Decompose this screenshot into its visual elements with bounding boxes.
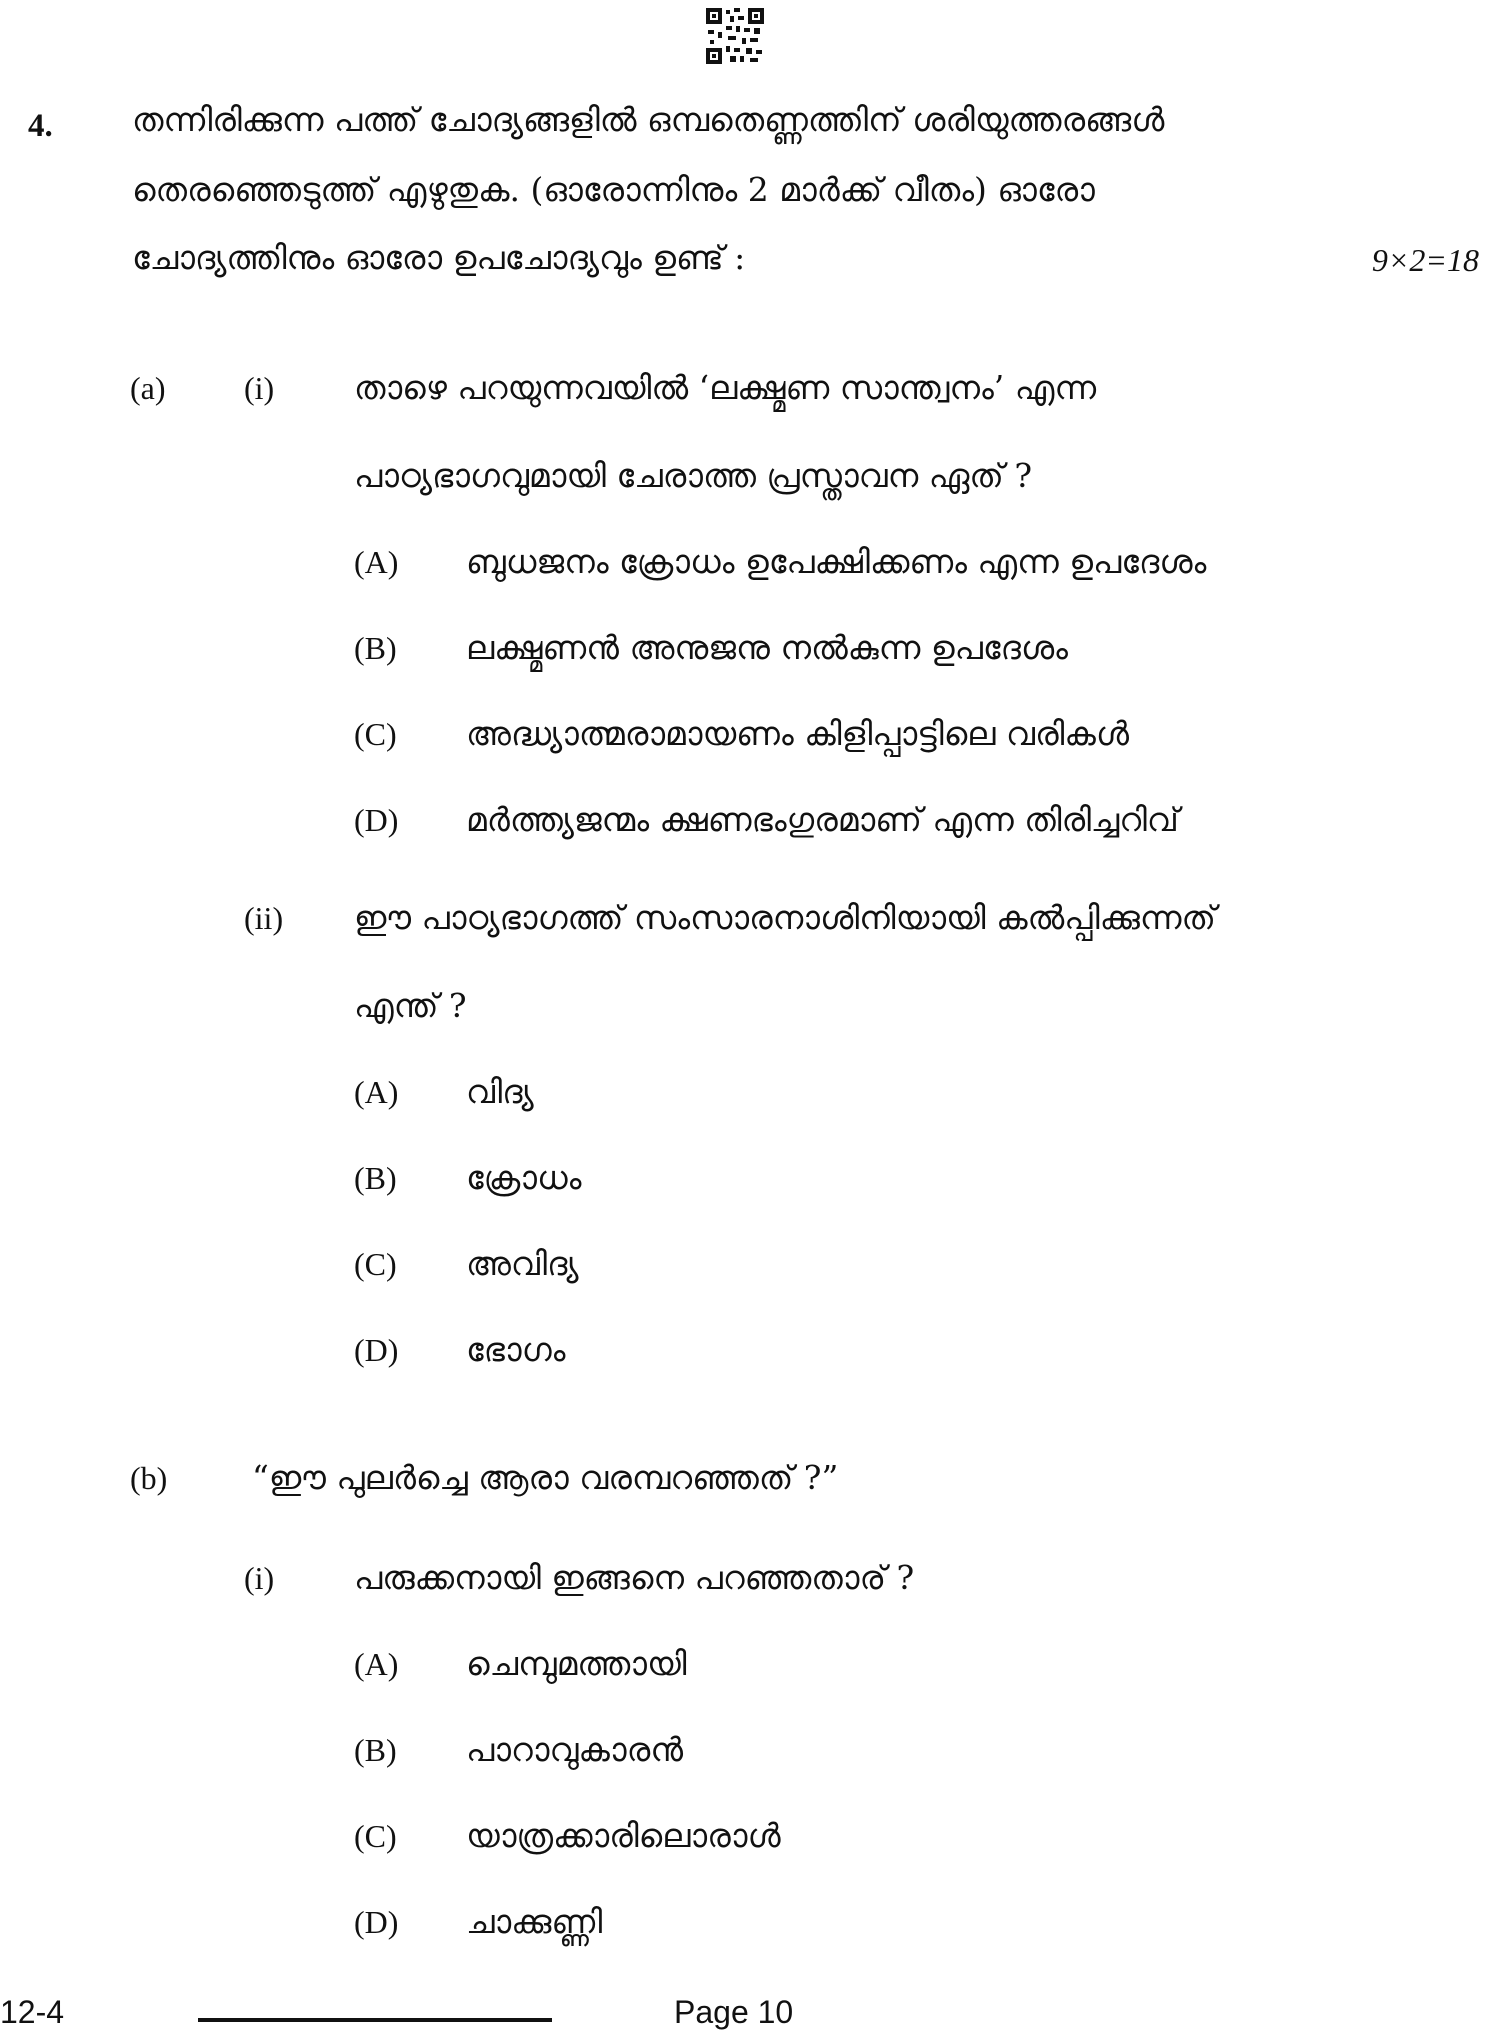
part-a-sub-i-label: (i) — [244, 370, 275, 406]
option-text: അവിദ്യ — [466, 1244, 579, 1283]
option-label: (D) — [354, 802, 399, 838]
option-text: ചാക്കുണ്ണി — [466, 1902, 603, 1941]
part-a-label: (a) — [130, 370, 166, 406]
part-a-sub-ii-line-1: ഈ പാഠ്യഭാഗത്ത് സംസാരനാശിനിയായി കൽപ്പിക്കുന്നത് — [354, 898, 1216, 937]
question-intro-line-3: ചോദ്യത്തിനും ഓരോ ഉപചോദ്യവും ഉണ്ട് : — [132, 238, 746, 277]
option-label: (A) — [354, 544, 399, 580]
part-a-sub-ii-label: (ii) — [244, 900, 284, 936]
option-label: (A) — [354, 1646, 399, 1682]
option-label: (D) — [354, 1904, 399, 1940]
option-label: (B) — [354, 1732, 397, 1768]
footer-code: 12-4 — [0, 1994, 65, 2030]
option-label: (B) — [354, 630, 397, 666]
option-text: ലക്ഷ്മണൻ അനുജനു നൽകുന്ന ഉപദേശം — [466, 628, 1069, 667]
part-b-sub-i-line-1: പരുക്കനായി ഇങ്ങനെ പറഞ്ഞതാര് ? — [354, 1558, 915, 1597]
option-label: (B) — [354, 1160, 397, 1196]
option-text: ബുധജനം ക്രോധം ഉപേക്ഷിക്കണം എന്ന ഉപദേശം — [466, 542, 1207, 581]
question-intro-line-2: തെരഞ്ഞെടുത്ത് എഴുതുക. (ഓരോന്നിനും 2 മാർക്ക് വീതം) ഓരോ — [132, 170, 1095, 209]
option-label: (C) — [354, 716, 397, 752]
marks-allocation: 9×2=18 — [1371, 242, 1479, 278]
part-b-label: (b) — [130, 1460, 168, 1496]
option-text: മർത്ത്യജന്മം ക്ഷണഭംഗുരമാണ് എന്ന തിരിച്ചറിവ് — [466, 800, 1179, 839]
option-text: വിദ്യ — [466, 1072, 534, 1111]
qr-code-icon — [706, 8, 764, 64]
question-intro-line-1: തന്നിരിക്കുന്ന പത്ത് ചോദ്യങ്ങളിൽ ഒമ്പതെണ്ണത്തിന് ശരിയുത്തരങ്ങൾ — [132, 100, 1165, 139]
option-text: പാറാവുകാരൻ — [466, 1730, 684, 1769]
footer-divider — [198, 2018, 552, 2022]
question-number: 4. — [28, 108, 53, 144]
option-text: അദ്ധ്യാത്മരാമായണം കിളിപ്പാട്ടിലെ വരികൾ — [466, 714, 1130, 753]
option-label: (C) — [354, 1818, 397, 1854]
option-text: ക്രോധം — [466, 1158, 582, 1197]
option-label: (A) — [354, 1074, 399, 1110]
part-a-sub-ii-line-2: എന്ത് ? — [354, 986, 467, 1025]
part-a-sub-i-line-1: താഴെ പറയുന്നവയിൽ ‘ലക്ഷ്മണ സാന്ത്വനം’ എന്ന — [354, 368, 1097, 407]
option-text: ചെമ്പുമത്തായി — [466, 1644, 687, 1683]
option-text: യാത്രക്കാരിലൊരാൾ — [466, 1816, 781, 1855]
part-b-quote: “ഈ പുലർച്ചെ ആരാ വരമ്പറഞ്ഞത് ?” — [252, 1458, 839, 1497]
option-text: ഭോഗം — [466, 1330, 566, 1369]
part-b-sub-i-label: (i) — [244, 1560, 275, 1596]
option-label: (C) — [354, 1246, 397, 1282]
part-a-sub-i-line-2: പാഠ്യഭാഗവുമായി ചേരാത്ത പ്രസ്താവന ഏത് ? — [354, 456, 1033, 495]
footer-page-number: Page 10 — [674, 1994, 794, 2030]
option-label: (D) — [354, 1332, 399, 1368]
